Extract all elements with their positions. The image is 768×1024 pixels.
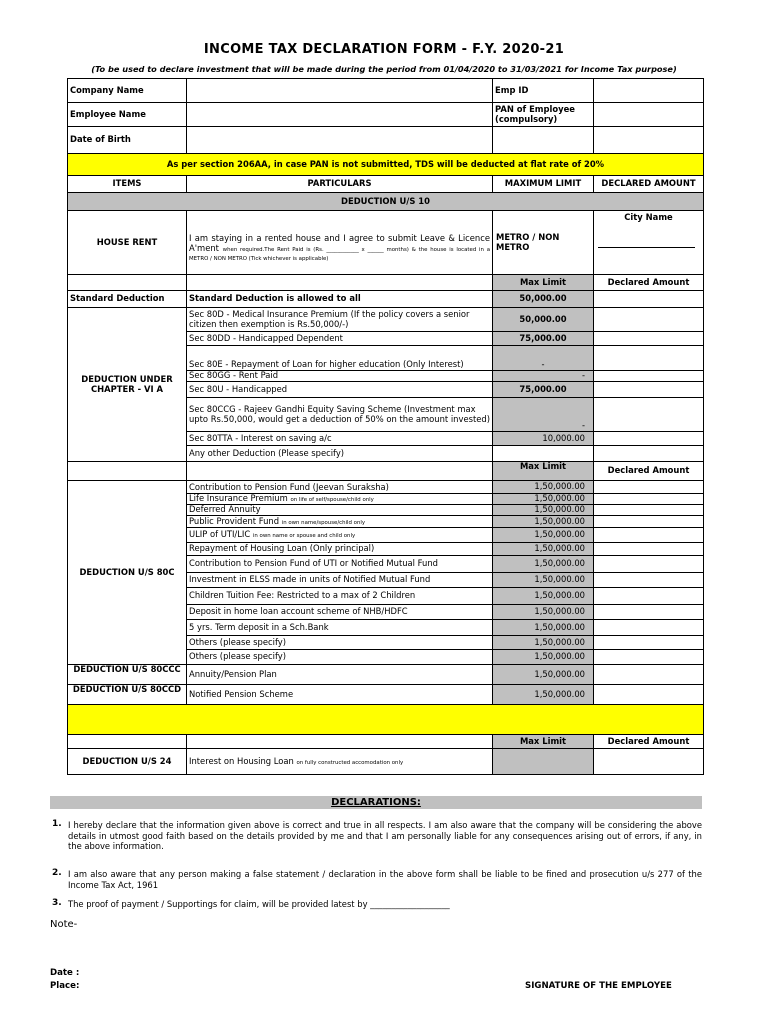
sec80c-blank-particular	[187, 462, 493, 481]
via-declared[interactable]	[594, 398, 704, 432]
sec80c-limit: 1,50,000.00	[493, 528, 594, 543]
sec10-blank-item	[68, 275, 187, 291]
dob-blank-cell	[493, 127, 594, 154]
sec80c-particular-text: 5 yrs. Term deposit in a Sch.Bank	[189, 621, 329, 632]
sec80c-particular	[187, 556, 493, 573]
sec80ccc-limit: 1,50,000.00	[493, 665, 594, 685]
sec80c-limit: 1,50,000.00	[493, 636, 594, 650]
sec24-limit	[493, 749, 594, 775]
sec80c-limit: 1,50,000.00	[493, 620, 594, 636]
via-particular: Sec 80TTA - Interest on saving a/c	[187, 432, 493, 446]
standard-deduction-particular: Standard Deduction is allowed to all	[187, 291, 493, 308]
sec80c-particular-note: on life of self/spouse/child only	[290, 497, 374, 504]
sec80c-particular	[187, 573, 493, 588]
declaration-number: 2.	[52, 868, 62, 878]
via-limit: -	[493, 346, 594, 371]
sec80c-limit: 1,50,000.00	[493, 494, 594, 505]
declaration-item	[52, 820, 702, 852]
declared-amount-header: Declared Amount	[594, 275, 704, 291]
dob-field[interactable]	[187, 127, 493, 154]
col-items: ITEMS	[68, 176, 187, 193]
declarations-heading: DECLARATIONS:	[50, 796, 702, 809]
metro-option[interactable]: METRO / NON METRO	[493, 211, 594, 275]
sec80c-declared[interactable]	[594, 573, 704, 588]
sec80c-particular	[187, 620, 493, 636]
sec80c-limit: 1,50,000.00	[493, 505, 594, 516]
declaration-text: I am also aware that any person making a false statement / declaration in the above form shall be liable to be fined and prosecution u/s 277 of the Income Tax Act, 1961	[68, 869, 702, 890]
sec80c-declared[interactable]	[594, 605, 704, 620]
via-limit: -	[493, 371, 594, 382]
sec80c-limit: 1,50,000.00	[493, 573, 594, 588]
company-name-label: Company Name	[68, 79, 187, 103]
employee-name-field[interactable]	[187, 103, 493, 127]
chapter-via-label: DEDUCTION UNDER CHAPTER - VI A	[68, 308, 187, 462]
sec80c-particular	[187, 605, 493, 620]
sec80ccc-particular: Annuity/Pension Plan	[187, 665, 493, 685]
sec80c-declared[interactable]	[594, 505, 704, 516]
pan-notice: As per section 206AA, in case PAN is not submitted, TDS will be deducted at flat rate of 20%	[68, 154, 704, 176]
sec80c-declared[interactable]	[594, 494, 704, 505]
standard-deduction-limit: 50,000.00	[493, 291, 594, 308]
emp-id-label: Emp ID	[493, 79, 594, 103]
sec80c-particular-note: in own name or spouse and child only	[252, 533, 356, 540]
sec80c-limit: 1,50,000.00	[493, 543, 594, 556]
sec24-declared-header: Declared Amount	[594, 735, 704, 749]
declaration-text: The proof of payment / Supportings for claim, will be provided latest by ___________________	[68, 899, 450, 909]
pan-field[interactable]	[594, 103, 704, 127]
declaration-text: I hereby declare that the information given above is correct and true in all respects. I am also aware that the company will be considering the above details in utmost good faith based on the details provided by me and that I am personally liable for any consequences arising out of errors, if any, in the above information.	[68, 820, 702, 851]
standard-deduction-label: Standard Deduction	[68, 291, 187, 308]
dob-label: Date of Birth	[68, 127, 187, 154]
via-particular: Sec 80E - Repayment of Loan for higher education (Only Interest)	[187, 346, 493, 371]
declaration-table	[67, 78, 704, 775]
sec80c-particular	[187, 494, 493, 505]
col-max-limit: MAXIMUM LIMIT	[493, 176, 594, 193]
sec80c-limit: 1,50,000.00	[493, 481, 594, 494]
yellow-separator	[68, 705, 704, 735]
sec80ccd-label: DEDUCTION U/S 80CCD	[68, 685, 187, 705]
via-limit	[493, 446, 594, 462]
sec80c-particular	[187, 505, 493, 516]
via-limit: -	[493, 398, 594, 432]
sec80c-particular	[187, 636, 493, 650]
sec80c-label: DEDUCTION U/S 80C	[68, 481, 187, 665]
via-particular: Sec 80D - Medical Insurance Premium (If the policy covers a senior citizen then exemption is Rs.50,000/-)	[187, 308, 493, 332]
declaration-item	[52, 899, 702, 910]
sec80c-particular	[187, 543, 493, 556]
via-declared[interactable]	[594, 432, 704, 446]
via-limit: 50,000.00	[493, 308, 594, 332]
sec80c-particular	[187, 528, 493, 543]
sec10-heading: DEDUCTION U/S 10	[68, 193, 704, 211]
sec10-blank-particular	[187, 275, 493, 291]
sec24-particular	[187, 749, 493, 775]
dob-blank-cell-2	[594, 127, 704, 154]
sec80c-particular-text: Others (please specify)	[189, 636, 286, 647]
sec80ccc-label: DEDUCTION U/S 80CCC	[68, 665, 187, 685]
sec80c-particular	[187, 650, 493, 665]
sec24-blank-particular	[187, 735, 493, 749]
col-particulars: PARTICULARS	[187, 176, 493, 193]
declaration-number: 3.	[52, 898, 62, 908]
sec80c-declared[interactable]	[594, 543, 704, 556]
sec80c-particular-text: Children Tuition Fee: Restricted to a max of 2 Children	[189, 590, 416, 601]
city-name-label: City Name	[624, 212, 673, 222]
max-limit-header: Max Limit	[493, 275, 594, 291]
city-name-cell[interactable]	[594, 211, 704, 275]
sec80c-particular	[187, 516, 493, 528]
sec24-declared[interactable]	[594, 749, 704, 775]
sec80c-particular-text: Contribution to Pension Fund (Jeevan Suraksha)	[189, 482, 389, 493]
declaration-item	[52, 869, 702, 890]
city-name-line	[598, 247, 695, 248]
sec24-max-limit-header: Max Limit	[493, 735, 594, 749]
sec80c-declared[interactable]	[594, 528, 704, 543]
sec80c-particular	[187, 588, 493, 605]
sec80c-particular-note: in own name/spouse/child only	[281, 519, 366, 526]
pan-label: PAN of Employee (compulsory)	[493, 103, 594, 127]
via-particular: Sec 80U - Handicapped	[187, 382, 493, 398]
via-particular: Sec 80GG - Rent Paid	[187, 371, 493, 382]
via-declared[interactable]	[594, 382, 704, 398]
sec80c-declared[interactable]	[594, 556, 704, 573]
sec80c-limit: 1,50,000.00	[493, 556, 594, 573]
form-title: INCOME TAX DECLARATION FORM - F.Y. 2020-21	[203, 42, 565, 57]
sec80c-particular-text: Investment in ELSS made in units of Notified Mutual Fund	[189, 574, 431, 585]
sec80c-declared[interactable]	[594, 650, 704, 665]
sec80ccd-declared[interactable]	[594, 685, 704, 705]
sec80c-particular-text: Public Provident Fund	[189, 515, 280, 526]
sec24-particular-note: on fully constructed accomodation only	[296, 759, 404, 766]
via-limit: 10,000.00	[493, 432, 594, 446]
sec24-label: DEDUCTION U/S 24	[68, 749, 187, 775]
sec80c-limit: 1,50,000.00	[493, 588, 594, 605]
sec80c-particular-text: Repayment of Housing Loan (Only principal)	[189, 543, 375, 554]
sec80c-particular-text: Deposit in home loan account scheme of NHB/HDFC	[189, 606, 408, 617]
sec80ccd-limit: 1,50,000.00	[493, 685, 594, 705]
sec80c-particular-text: Deferred Annuity	[189, 504, 261, 515]
via-declared[interactable]	[594, 308, 704, 332]
via-limit: 75,000.00	[493, 332, 594, 346]
house-rent-label: HOUSE RENT	[68, 211, 187, 275]
via-particular: Sec 80DD - Handicapped Dependent	[187, 332, 493, 346]
via-limit: 75,000.00	[493, 382, 594, 398]
place-label: Place:	[50, 981, 80, 991]
date-label: Date :	[50, 968, 80, 978]
via-declared[interactable]	[594, 446, 704, 462]
sec80c-declared[interactable]	[594, 516, 704, 528]
sec80c-declared[interactable]	[594, 636, 704, 650]
sec80c-declared[interactable]	[594, 620, 704, 636]
sec80c-declared[interactable]	[594, 481, 704, 494]
sec80c-particular-text: ULIP of UTI/LIC	[189, 529, 251, 540]
house-rent-particular	[187, 211, 493, 275]
standard-deduction-declared[interactable]	[594, 291, 704, 308]
sec80c-particular-text: Contribution to Pension Fund of UTI or Notified Mutual Fund	[189, 558, 438, 569]
sec80c-max-limit-header: Max Limit	[493, 462, 594, 481]
sec80c-limit: 1,50,000.00	[493, 605, 594, 620]
via-declared[interactable]	[594, 332, 704, 346]
via-declared[interactable]	[594, 371, 704, 382]
sec80c-declared[interactable]	[594, 588, 704, 605]
via-particular: Any other Deduction (Please specify)	[187, 446, 493, 462]
sec80ccc-declared[interactable]	[594, 665, 704, 685]
sec80ccd-particular: Notified Pension Scheme	[187, 685, 493, 705]
sec80c-blank-item	[68, 462, 187, 481]
sec80c-limit: 1,50,000.00	[493, 650, 594, 665]
signature-label: SIGNATURE OF THE EMPLOYEE	[525, 981, 672, 991]
sec80c-particular-text: Life Insurance Premium	[189, 493, 288, 504]
house-rent-text: I am staying in a rented house and I agree to submit Leave & Licence A'ment	[189, 233, 490, 253]
employee-name-label: Employee Name	[68, 103, 187, 127]
sec24-particular-text: Interest on Housing Loan	[189, 755, 294, 766]
sec80c-particular	[187, 481, 493, 494]
col-declared: DECLARED AMOUNT	[594, 176, 704, 193]
form-subtitle: (To be used to declare investment that will be made during the period from 01/04/2020 to 31/03/2021 for Income Tax purpose)	[91, 64, 677, 74]
sec80c-limit: 1,50,000.00	[493, 516, 594, 528]
via-particular: Sec 80CCG - Rajeev Gandhi Equity Saving Scheme (Investment max upto Rs.50,000, would get a deduction of 50% on the amount invested)	[187, 398, 493, 432]
via-declared[interactable]	[594, 346, 704, 371]
sec24-blank-item	[68, 735, 187, 749]
company-name-field[interactable]	[187, 79, 493, 103]
house-rent-note: when required.The Rent Paid is (Rs. ____________ x ______ months) & the house is located in a METRO / NON METRO (Tick whichever is applicable)	[189, 246, 490, 263]
emp-id-field[interactable]	[594, 79, 704, 103]
declaration-number: 1.	[52, 819, 62, 829]
sec80c-particular-text: Others (please specify)	[189, 651, 286, 662]
sec80c-declared-header: Declared Amount	[594, 462, 704, 481]
note-label: Note-	[50, 919, 78, 930]
